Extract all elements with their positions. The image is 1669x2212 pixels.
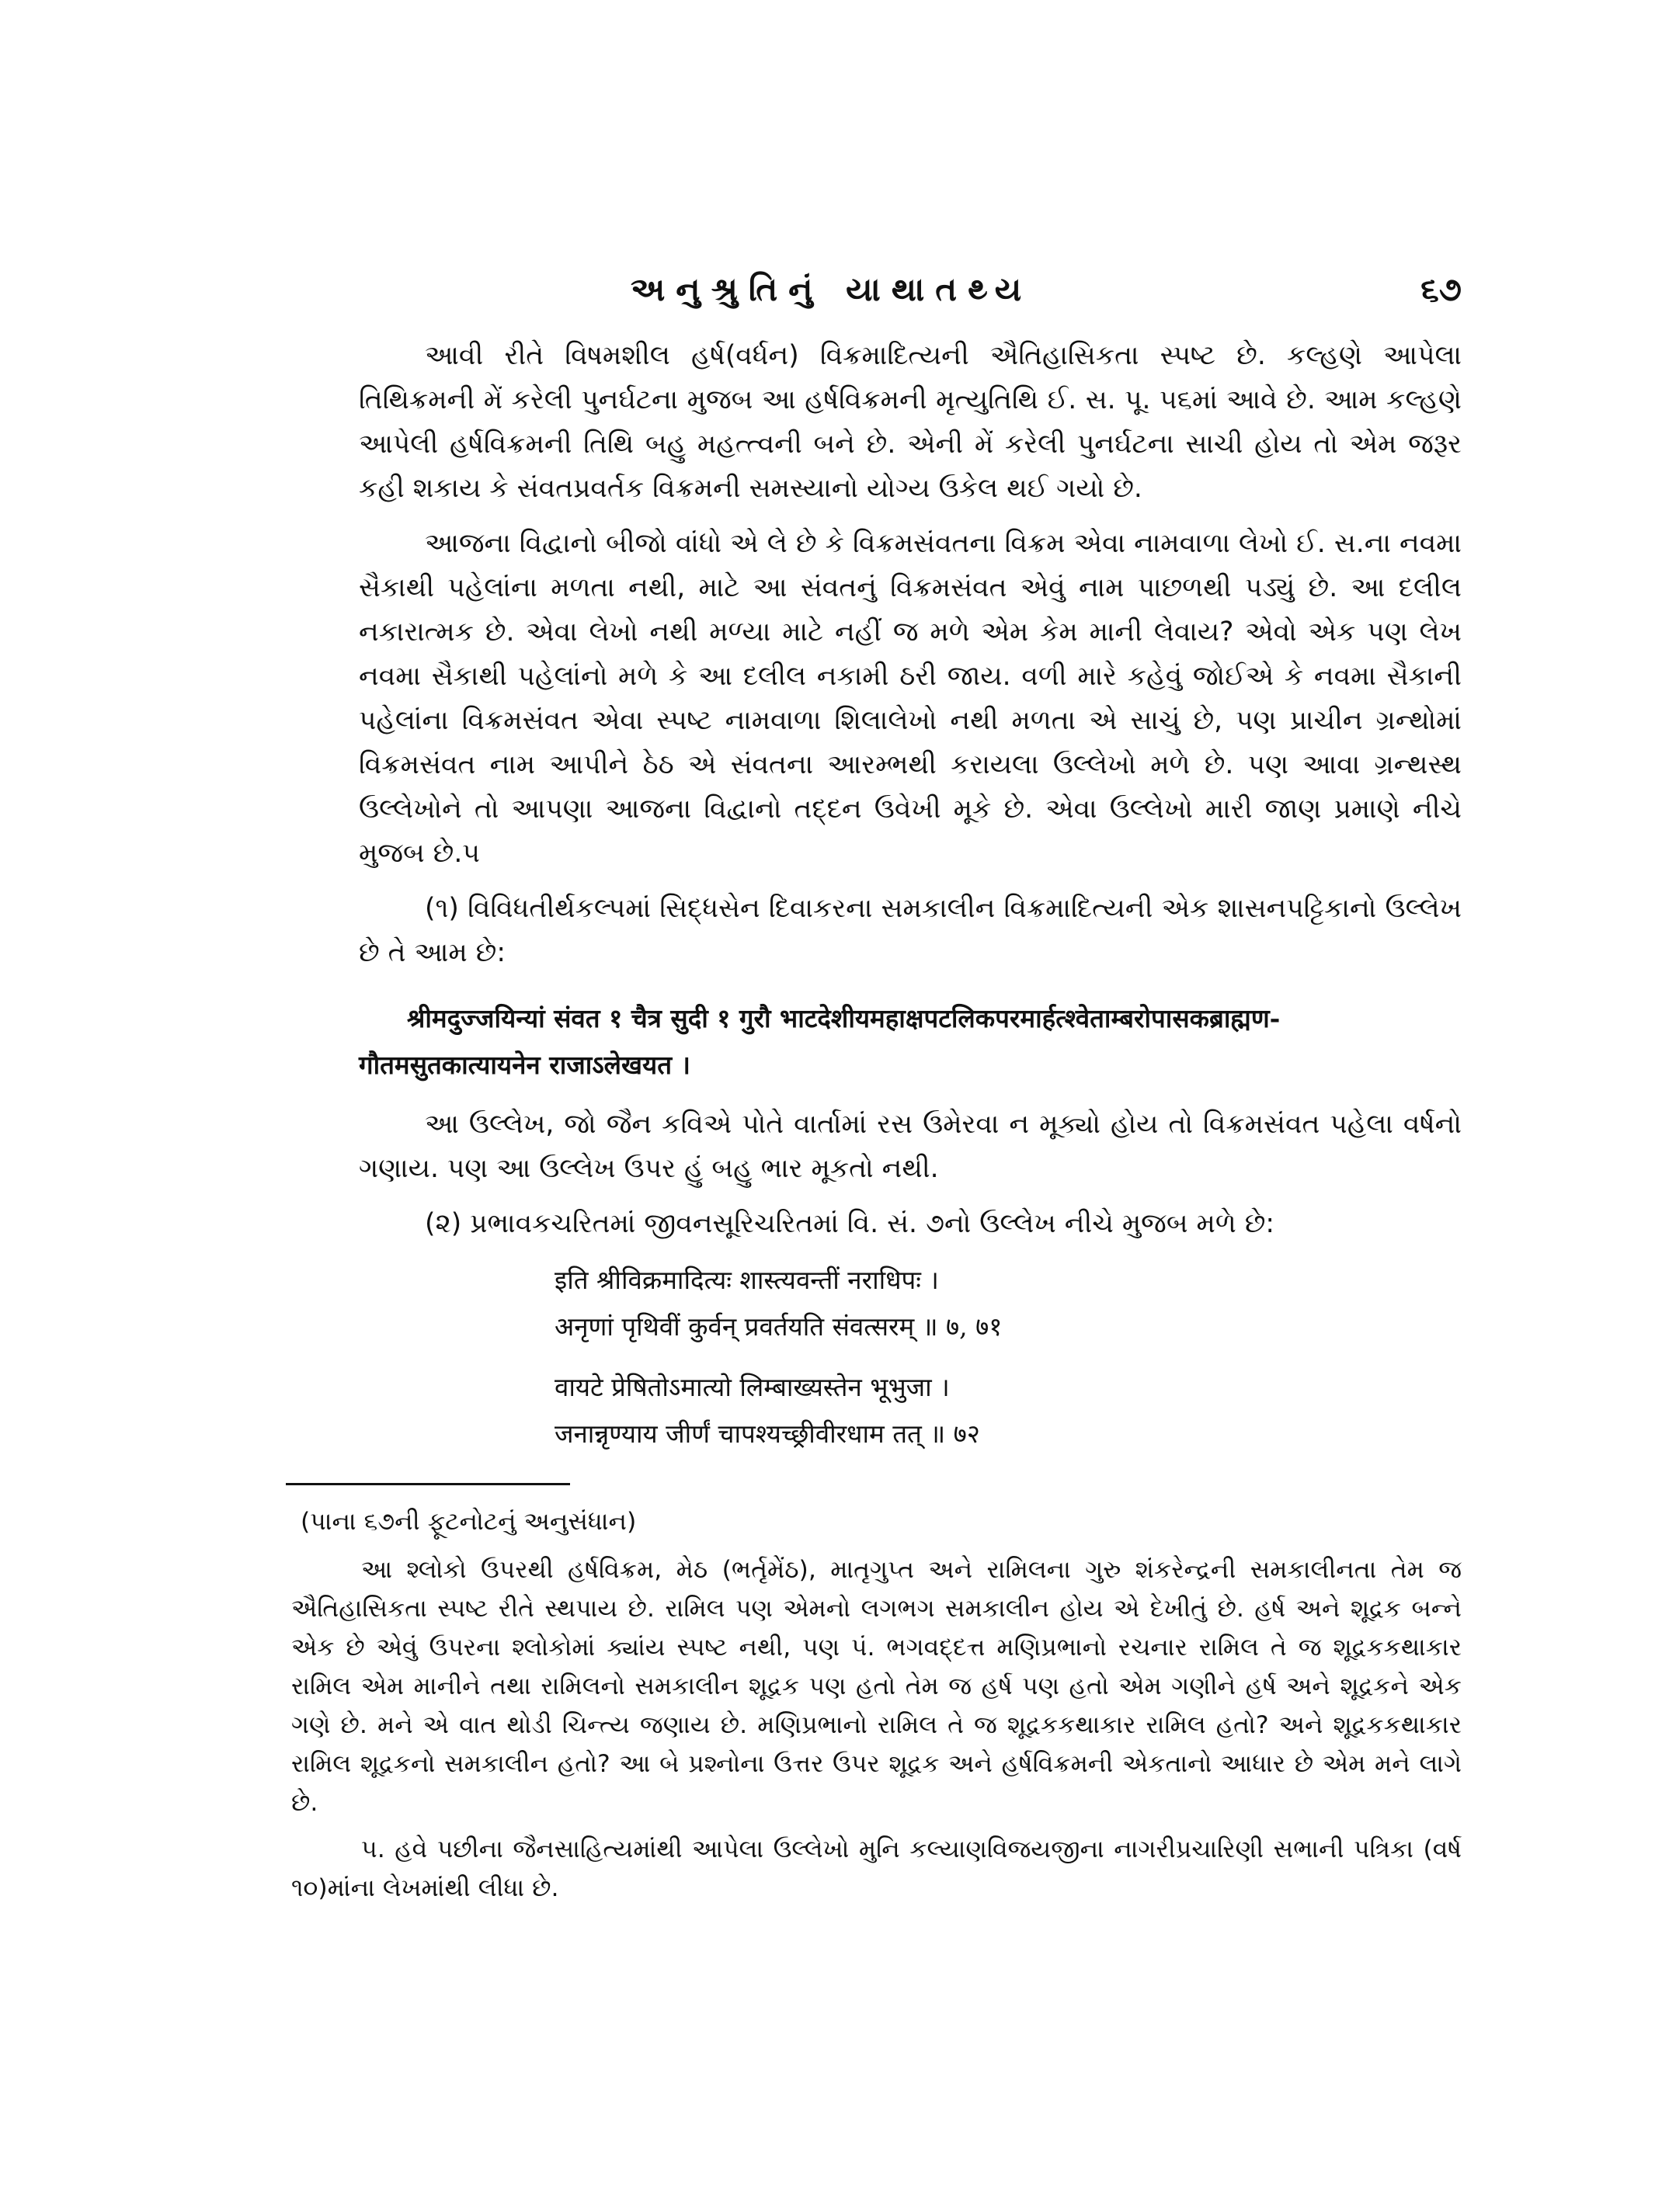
- verse-line: जनान्नृण्याय जीर्णं चापश्यच्छ्रीवीरधाम तत् ॥ ७२: [555, 1419, 980, 1449]
- paragraph-2: આજના વિદ્વાનો બીજો વાંધો એ લે છે કે વિક્રમસંવતના વિક્રમ એવા નામવાળા લેખો ઈ. સ.ના નવમા સૈકાથી પહેલાંના મળતા નથી, માટે આ સંવતનું વિક્રમસંવત એવું નામ પાછળથી પડ્યું છે. આ દલીલ નકારાત્મક છે. એવા લેખો નથી મળ્યા માટે નહીં જ મળે એમ કેમ માની લેવાય? એવો એક પણ લેખ નવમા સૈકાથી પહેલાંનો મળે કે આ દલીલ નકામી ઠરી જાય. વળી મારે કહેવું જોઈએ કે નવમા સૈકાની પહેલાંના વિક્રમસંવત એવા સ્પષ્ટ નામવાળા શિલાલેખો નથી મળતા એ સાચું છે, પણ પ્રાચીન ગ્રન્થોમાં વિક્રમસંવત નામ આપીને ઠેઠ એ સંવતના આરમ્ભથી કરાયલા ઉલ્લેખો મળે છે. પણ આવા ગ્રન્થસ્થ ઉલ્લેખોને તો આપણા આજના વિદ્વાનો તદ્દન ઉવેખી મૂકે છે. એવા ઉલ્લેખો મારી જાણ પ્રમાણે નીચે મુજબ છે.૫: [359, 528, 1462, 869]
- paragraph-3: (૧) વિવિધતીર્થકલ્પમાં સિદ્ધસેન દિવાકરના સમકાલીન વિક્રમાદિત્યની એક શાસનપટ્ટિકાનો ઉલ્લેખ છે તે આમ છે:: [359, 893, 1462, 968]
- sanskrit-quote: श्रीमदुज्जयिन्यां संवत १ चैत्र सुदी १ गुरौ भाटदेशीयमहाक्षपटलिकपरमार्हत्श्वेताम्बरोपासकब्राह्मण- गौतमसुतकात्यायनेन राजाऽलेखयत ।: [359, 1003, 1281, 1080]
- footnote-continued: આ શ્લોકો ઉપરથી હર્ષવિક્રમ, મેઠ (ભર્તૃમેંઠ), માતૃગુપ્ત અને રામિલના ગુરુ શંકરેન્દ્રની સમકાલીનતા તેમ જ ઐતિહાસિકતા સ્પષ્ટ રીતે સ્થપાય છે. રામિલ પણ એમનો લગભગ સમકાલીન હોય એ દેખીતું છે. હર્ષ અને શૂદ્રક બન્ને એક છે એવું ઉપરના શ્લોકોમાં ક્યાંય સ્પષ્ટ નથી, પણ પં. ભગવદ્દત્ત મણિપ્રભાનો રચનાર રામિલ તે જ શૂદ્રકકથાકાર રામિલ એમ માનીને તથા રામિલનો સમકાલીન શૂદ્રક પણ હતો તેમ જ હર્ષ પણ હતો એમ ગણીને હર્ષ અને શૂદ્રકને એક ગણે છે. મને એ વાત થોડી ચિન્ત્ય જણાય છે. મણિપ્રભાનો રામિલ તે જ શૂદ્રકકથાકાર રામિલ હતો? અને શૂદ્રકકથાકાર રામિલ શૂદ્રકનો સમકાલીન હતો? આ બે પ્રશ્નોના ઉત્તર ઉપર શૂદ્રક અને હર્ષવિક્રમની એકતાનો આધાર છે એમ મને લાગે છે.: [291, 1556, 1462, 1817]
- main-text: [359, 334, 1462, 1471]
- verse-group-2: [359, 1364, 1462, 1457]
- footnote-continuation-heading: (પાના ૬૭ની ફૂટનોટનું અનુસંધાન): [301, 1508, 637, 1536]
- footnotes: [291, 1502, 1462, 1915]
- running-title: અનુશ્રુતિનું યાથાતથ્ય: [631, 270, 1033, 308]
- footnote-divider: [286, 1483, 570, 1485]
- paragraph-1: આવી રીતે વિષમશીલ હર્ષ(વર્ધન) વિક્રમાદિત્યની ઐતિહાસિકતા સ્પષ્ટ છે. કલ્હણે આપેલા તિથિક્રમની મેં કરેલી પુનર્ઘટના મુજબ આ હર્ષવિક્રમની મૃત્યુતિથિ ઈ. સ. પૂ. ૫૬માં આવે છે. આમ કલ્હણે આપેલી હર્ષવિક્રમની તિથિ બહુ મહત્ત્વની બને છે. એની મેં કરેલી પુનર્ઘટના સાચી હોય તો એમ જરૂર કહી શકાય કે સંવતપ્રવર્તક વિક્રમની સમસ્યાનો યોગ્ય ઉકેલ થઈ ગયો છે.: [359, 340, 1462, 504]
- page-header: [359, 270, 1462, 317]
- footnote-5: ૫. હવે પછીના જૈનસાહિત્યમાંથી આપેલા ઉલ્લેખો મુનિ કલ્યાણવિજયજીના નાગરીપ્રચારિણી સભાની પત્રિકા (વર્ષ ૧૦)માંના લેખમાંથી લીધા છે.: [291, 1835, 1462, 1902]
- paragraph-5: (૨) પ્રભાવકચરિતમાં જીવનસૂરિચરિતમાં વિ. સં. ૭નો ઉલ્લેખ નીચે મુજબ મળે છે:: [425, 1208, 1275, 1239]
- page-number: ૬૭: [1420, 270, 1462, 308]
- verse-line: अनृणां पृथिवीं कुर्वन् प्रवर्तयति संवत्सरम् ॥ ७, ७१: [555, 1311, 1003, 1342]
- verse-group-1: [359, 1257, 1462, 1350]
- paragraph-4: આ ઉલ્લેખ, જો જૈન કવિએ પોતે વાર્તામાં રસ ઉમેરવા ન મૂક્યો હોય તો વિક્રમસંવત પહેલા વર્ષનો ગણાય. પણ આ ઉલ્લેખ ઉપર હું બહુ ભાર મૂકતો નથી.: [359, 1109, 1462, 1184]
- verse-line: इति श्रीविक्रमादित्यः शास्त्यवन्तीं नराधिपः ।: [555, 1265, 939, 1295]
- verse-line: वायटे प्रेषितोऽमात्यो लिम्बाख्यस्तेन भूभुजा ।: [555, 1372, 950, 1402]
